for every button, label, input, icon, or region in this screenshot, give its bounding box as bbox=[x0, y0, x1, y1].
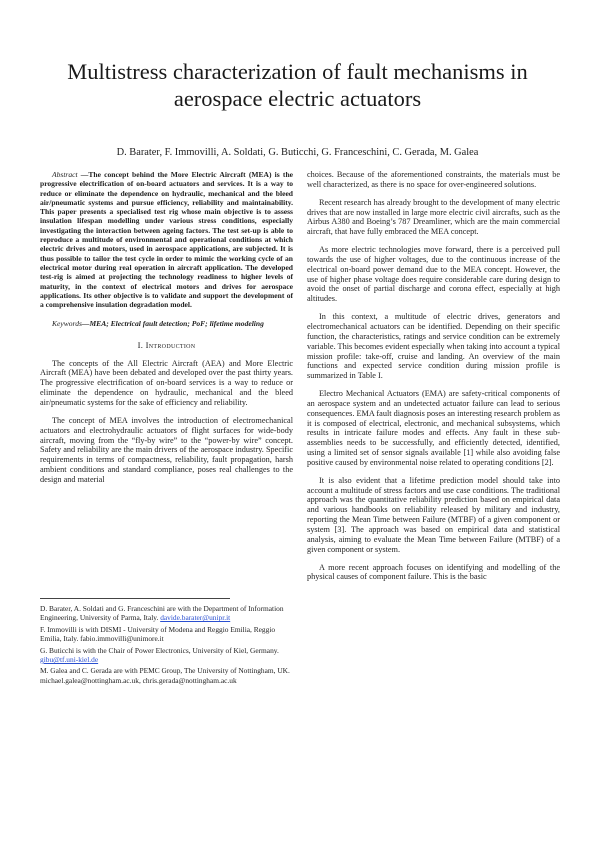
footnote-item bbox=[40, 625, 293, 644]
body-paragraph: It is also evident that a lifetime prediction model should take into account a multitude of stress factors and use case conditions. The traditional approach was the quantitative reliability prediction based on empirical data and various handbooks on reliability released by military and industry, reporting the Mean Time between Failure (MTBF) of a given component or system [3]. The approach was based on empirical data and statistical analysis, aiming to evaluate the Mean Time between Failure (MTBF) of a given component or system. bbox=[307, 475, 560, 554]
footnote-text: G. Buticchi is with the Chair of Power Electronics, University of Kiel, Germany. bbox=[40, 645, 279, 655]
right-column bbox=[307, 170, 560, 590]
abstract-label: Abstract bbox=[52, 170, 78, 179]
body-paragraph: In this context, a multitude of electric drives, generators and electromechanical actuators can be identified. Depending on their specific function, the characteristics, ratings and service condition can be extremely variable. This becomes evident especially when taking into account a typical mission profile: take-off, cruise and landing. An overview of the main functions and expected service condition during mission profile is summarized in Table I. bbox=[307, 312, 560, 381]
footnotes bbox=[40, 604, 293, 687]
section-heading-introduction: I. Introduction bbox=[137, 339, 196, 350]
left-column bbox=[40, 170, 293, 493]
body-paragraph: The concept of MEA involves the introduction of electromechanical actuators and electrohydraulic actuators of flight surfaces for wide-body aircraft, moving from the “fly-by wire” to the “power-by wire” concept. Safety and reliability are the main drivers of the aerospace industry. Specific requirements in terms of compactness, reliability, fault propagation, harsh ambient conditions and standard compliance, poses real challenges to the design and material bbox=[40, 415, 293, 484]
footnote-item bbox=[40, 604, 293, 623]
keywords-label: Keywords bbox=[52, 319, 82, 329]
keywords-text: —MEA; Electrical fault detection; PoF; lifetime modeling bbox=[81, 319, 264, 329]
paper-title: Multistress characterization of fault mechanisms in aerospace electric actuators bbox=[67, 59, 528, 111]
body-paragraph: The concepts of the All Electric Aircraft (AEA) and More Electric Aircraft (MEA) have been debated and developed over the past thirty years. The progressive electrification of on-board services is a way to reduce or eliminate the dependence on hydraulic, mechanical and the bleed air/pneumatic systems for the sake of efficiency and reliability. bbox=[40, 358, 293, 407]
footnote-item bbox=[40, 646, 293, 665]
author-list: D. Barater, F. Immovilli, A. Soldati, G. Buticchi, G. Franceschini, C. Gerada, M. Galea bbox=[116, 147, 479, 158]
body-paragraph: As more electric technologies move forward, there is a perceived pull towards the use of higher voltages, due to the continuous increase of the electrical on-board power demand due to the MEA concept. However, the use of higher phase voltage does require considerable care during design to avoid the onset of partial discharge and corona effect, especially at high altitudes. bbox=[307, 245, 560, 304]
email-link[interactable]: davide.barater@unipr.it bbox=[160, 613, 231, 623]
footnote-item bbox=[40, 666, 293, 685]
abstract-text: —The concept behind the More Electric Aircraft (MEA) is the progressive electrification of on-board actuators and services. It is a way to reduce or eliminate the dependence on hydraulic, mechanical and the bleed air/pneumatic systems and pursue efficiency, reliability and maintainability. This paper presents a specialised test rig whose main objective is to assess insulation lifespan modelling under various stress conditions, especially investigating the interaction between ageing factors. The test set-up is able to reproduce a multitude of environmental and operational conditions at which electric drives and motors, used in aerospace applications, are subjected. It is thus possible to tailor the test cycle in order to mimic the working cycle of an electrical motor during real operation in aircraft application. The developed test-rig is aimed at projecting the technology readiness to higher levels of maturity, in the context of electrical motors and drives for aerospace applications. Its other objective is to validate and support the development of a comprehensive insulation degradation model. bbox=[40, 170, 293, 310]
keywords bbox=[40, 319, 293, 328]
body-paragraph: A more recent approach focuses on identifying and modelling of the physical causes of component failure. This is the basic bbox=[307, 562, 560, 582]
abstract bbox=[40, 170, 293, 309]
footnote-text: D. Barater, A. Soldati and G. Franceschini are with the Department of Information Engineering, University of Parma, Italy. bbox=[40, 604, 284, 623]
footnote-text: M. Galea and C. Gerada are with PEMC Group, The University of Nottingham, UK. michael.galea@nottingham.ac.uk, chris.gerada@nottingham.ac.uk bbox=[40, 666, 290, 685]
body-paragraph: Electro Mechanical Actuators (EMA) are safety-critical components of an aerospace system and an undetected actuator failure can lead to serious consequences. EMA fault diagnosis poses an interesting research problem as it is composed of electrical, electronic, and mechanical subsystems, which results in intricate failure modes and effects. Any fault in these sub-assemblies needs to be successfully, and efficiently detected, identified, using a limited set of sensor signals available [1] while also avoiding false positive caused by environmental noise related to operating conditions [2]. bbox=[307, 389, 560, 467]
email-link[interactable]: gibu@tf.uni-kiel.de bbox=[40, 655, 99, 665]
footnote-divider bbox=[40, 598, 230, 599]
body-paragraph: Recent research has already brought to the development of many electric drives that are now installed in large more electric civil aircrafts, such as the Airbus A380 and Boeing’s 787 Dreamliner, which are the main commercial aircraft, that have fully embraced the MEA concept. bbox=[307, 197, 560, 237]
body-paragraph: choices. Because of the aforementioned constraints, the materials must be well characterized, as there is no space for over-engineered solutions. bbox=[307, 170, 560, 189]
footnote-text: F. Immovilli is with DISMI - University of Modena and Reggio Emilia, Reggio Emilia, Italy. fabio.immovilli@unimore.it bbox=[40, 624, 276, 644]
